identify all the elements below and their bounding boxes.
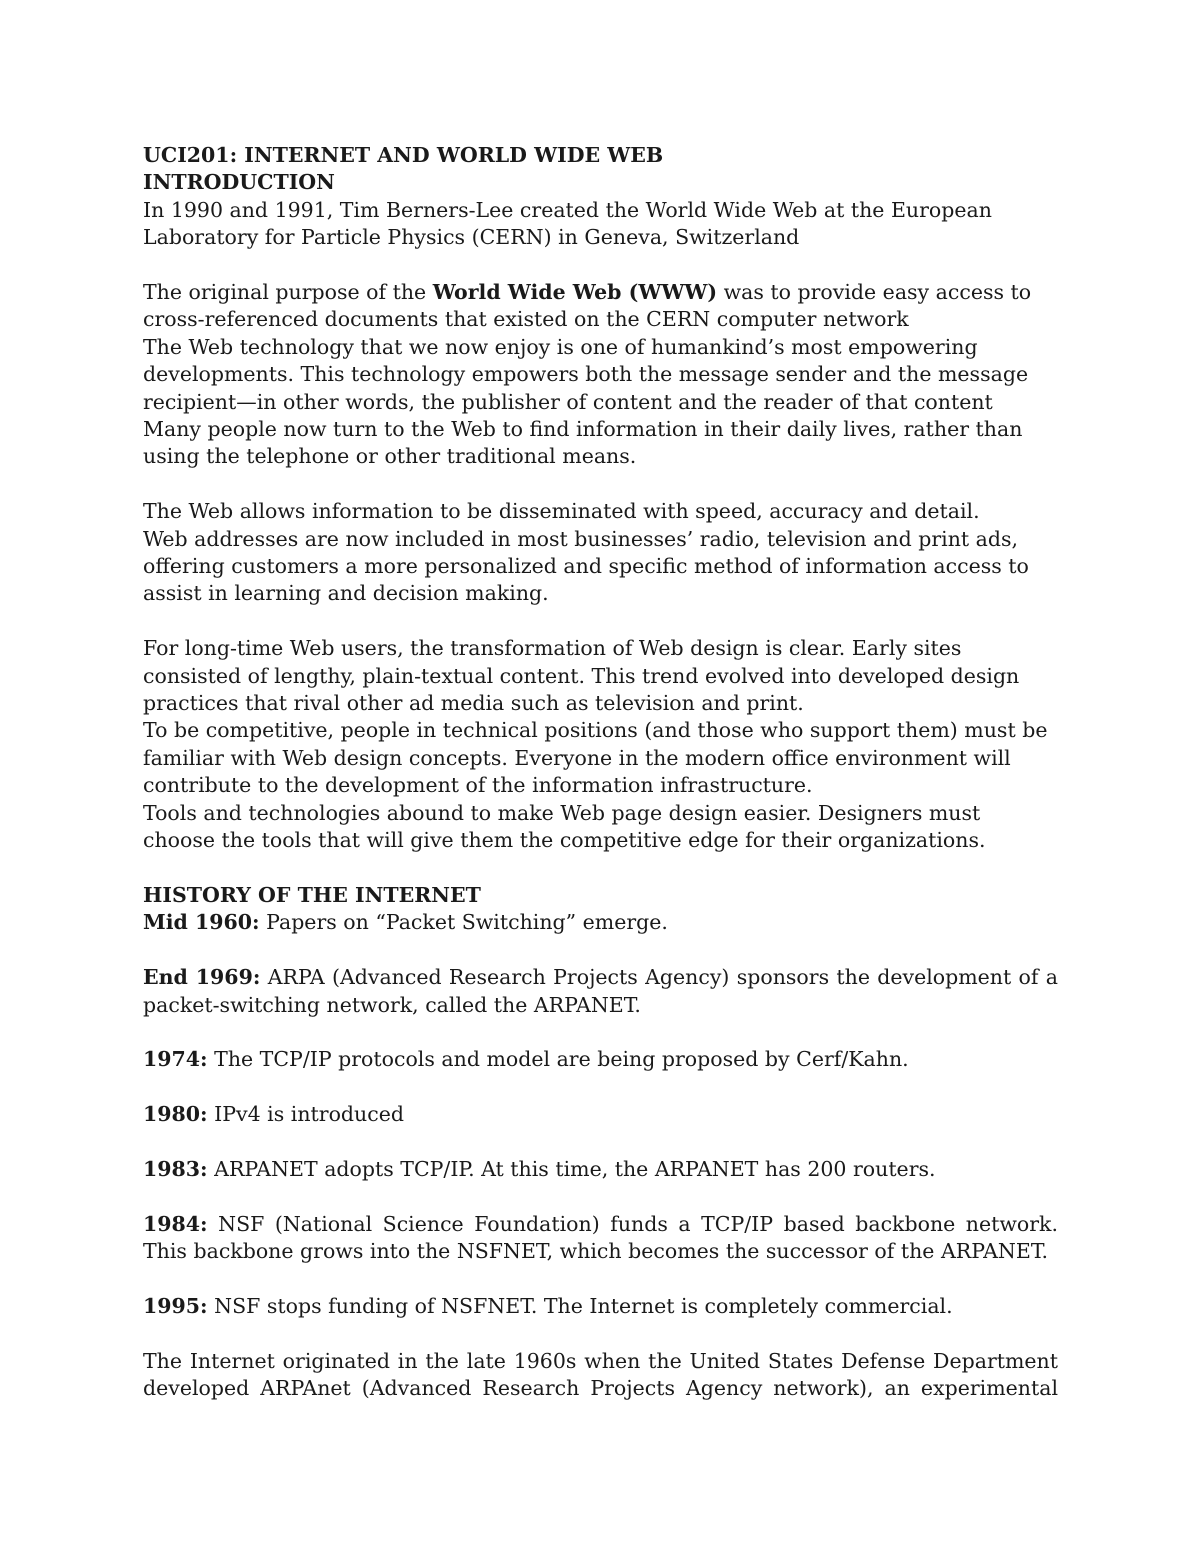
section-heading-introduction: INTRODUCTION [143, 170, 335, 195]
history-entry-label: 1974: [143, 1047, 208, 1072]
closing-paragraph-line-2: developed ARPAnet (Advanced Research Projects Agency network), an experimental [143, 1376, 1058, 1401]
closing-paragraph-line-1: The Internet originated in the late 1960s when the United States Defense Department [143, 1348, 1058, 1373]
history-entry-label: 1984: [143, 1211, 208, 1236]
history-entry [143, 1046, 1058, 1073]
history-entry [143, 1101, 1058, 1128]
intro-paragraph-7: For long-time Web users, the transformation of Web design is clear. Early sites consisted of lengthy, plain-textual content. This trend evolved into developed design practices that rival other ad media such as television and print. [143, 636, 1020, 716]
history-entry-text: ARPA (Advanced Research Projects Agency) sponsors the development of a packet-switching network, called the ARPANET. [143, 965, 1058, 1017]
intro-paragraph-3: The Web technology that we now enjoy is one of humankind’s most empowering developments. This technology empowers both the message sender and the message recipient—in other words, the publisher of content and the reader of that content [143, 334, 1029, 414]
intro-paragraph-1: In 1990 and 1991, Tim Berners-Lee created the World Wide Web at the European Laboratory for Particle Physics (CERN) in Geneva, Switzerland [143, 197, 992, 250]
history-entry-text: Papers on “Packet Switching” emerge. [259, 910, 668, 935]
intro-p2-pre: The original purpose of the [143, 280, 433, 305]
intro-paragraph-9: Tools and technologies abound to make Web page design easier. Designers must choose the tools that will give them the competitive edge for their organizations. [143, 800, 986, 853]
intro-paragraph-2 [143, 279, 1058, 334]
intro-p2-post: was to provide easy access to cross-referenced documents that existed on the CERN computer network [143, 280, 1032, 332]
history-entry-text: IPv4 is introduced [207, 1102, 404, 1127]
history-entry-text: ARPANET adopts TCP/IP. At this time, the ARPANET has 200 routers. [207, 1156, 936, 1181]
history-entry-label: 1980: [143, 1102, 208, 1127]
document-body [143, 142, 1058, 1403]
history-entry [143, 909, 1058, 936]
intro-paragraph-5: The Web allows information to be disseminated with speed, accuracy and detail. [143, 499, 980, 524]
www-term: World Wide Web (WWW) [432, 280, 718, 305]
history-entry-label: 1983: [143, 1156, 208, 1181]
course-title: UCI201: INTERNET AND WORLD WIDE WEB [143, 143, 664, 167]
history-entry [143, 964, 1058, 1019]
intro-paragraph-6: Web addresses are now included in most businesses’ radio, television and print ads, offering customers a more personalized and specific method of information access to assist in learning and decision making. [143, 526, 1029, 606]
history-entry-label: End 1969: [143, 965, 261, 990]
history-entry-text: NSF (National Science Foundation) funds a TCP/IP based backbone network. This backbone grows into the NSFNET, which becomes the successor of the ARPANET. [143, 1211, 1058, 1264]
history-entry-text: The TCP/IP protocols and model are being proposed by Cerf/Kahn. [207, 1047, 909, 1072]
history-entry [143, 1293, 1058, 1320]
section-heading-history: HISTORY OF THE INTERNET [143, 882, 481, 907]
history-entry-label: Mid 1960: [143, 910, 260, 935]
history-entry [143, 1211, 1058, 1266]
history-entry-text: NSF stops funding of NSFNET. The Internet is completely commercial. [207, 1293, 953, 1318]
intro-paragraph-4: Many people now turn to the Web to find information in their daily lives, rather than using the telephone or other traditional means. [143, 417, 1023, 469]
intro-paragraph-8: To be competitive, people in technical positions (and those who support them) must be familiar with Web design concepts. Everyone in the modern office environment will contribute to the development of the information infrastructure. [143, 718, 1048, 798]
history-entry-label: 1995: [143, 1293, 208, 1318]
history-entry [143, 1156, 1058, 1183]
